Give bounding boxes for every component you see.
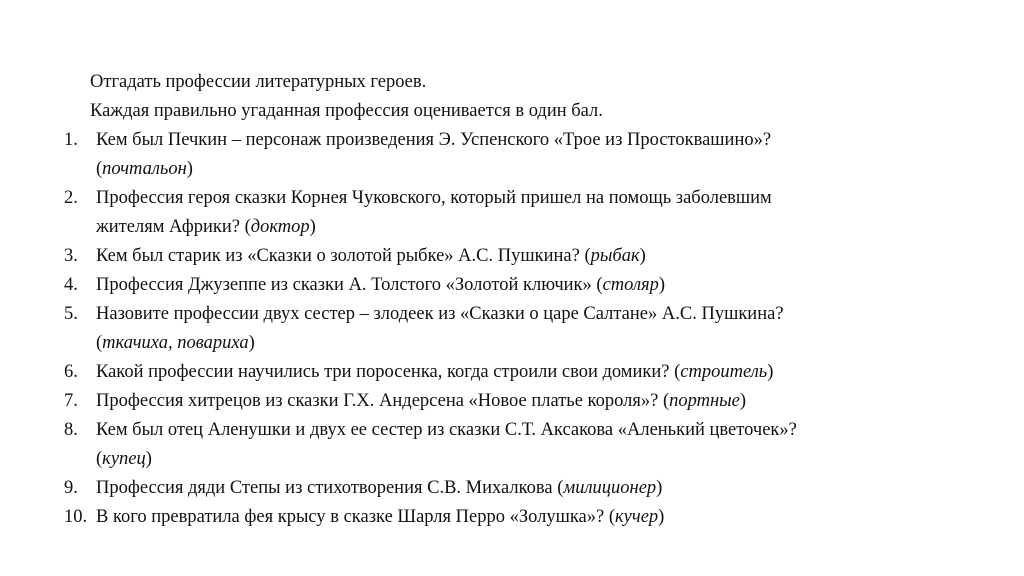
answer-text: строитель <box>680 362 768 382</box>
answer-text: столяр <box>602 275 659 295</box>
question-line <box>96 242 964 271</box>
answer-text: рыбак <box>590 246 640 266</box>
answer-prefix: жителям Африки? ( <box>96 217 251 237</box>
question-item-10 <box>64 503 964 532</box>
question-body <box>96 474 964 503</box>
question-number: 10. <box>64 507 88 527</box>
question-answer-line <box>96 445 964 474</box>
answer-prefix: ( <box>96 159 103 179</box>
question-item-9 <box>64 474 964 503</box>
question-answer-line <box>96 213 964 242</box>
question-body <box>96 387 964 416</box>
question-line <box>96 358 964 387</box>
question-text: Профессия Джузеппе из сказки А. Толстого «Золотой ключик» ( <box>96 275 603 295</box>
question-number: 1. <box>64 130 78 150</box>
question-item-7 <box>64 387 964 416</box>
answer-suffix: ) <box>639 246 646 266</box>
answer-suffix: ) <box>145 449 152 469</box>
question-line <box>96 271 964 300</box>
instruction-scoring: Каждая правильно угаданная профессия оценивается в один бал. <box>90 101 603 121</box>
question-body <box>96 416 964 474</box>
question-number: 2. <box>64 188 78 208</box>
answer-suffix: ) <box>186 159 193 179</box>
question-text: Какой профессии научились три поросенка, когда строили свои домики? ( <box>96 362 681 382</box>
question-line <box>96 387 964 416</box>
question-answer-line <box>96 329 964 358</box>
question-number: 4. <box>64 275 78 295</box>
question-answer-line <box>96 155 964 184</box>
question-item-8 <box>64 416 964 474</box>
question-line <box>96 503 964 532</box>
question-text: Назовите профессии двух сестер – злодеек из «Сказки о царе Салтане» А.С. Пушкина? <box>96 304 784 324</box>
question-number: 3. <box>64 246 78 266</box>
answer-text: ткачиха, повариха <box>102 333 249 353</box>
question-body <box>96 126 964 184</box>
question-item-6 <box>64 358 964 387</box>
answer-suffix: ) <box>658 507 665 527</box>
question-item-2 <box>64 184 964 242</box>
answer-suffix: ) <box>656 478 663 498</box>
question-item-3 <box>64 242 964 271</box>
question-list <box>64 126 964 532</box>
question-number: 5. <box>64 304 78 324</box>
question-text: Кем был Печкин – персонаж произведения Э. Успенского «Трое из Простоквашино»? <box>96 130 772 150</box>
answer-prefix: ( <box>96 449 103 469</box>
question-text: Кем был старик из «Сказки о золотой рыбке» А.С. Пушкина? ( <box>96 246 591 266</box>
answer-suffix: ) <box>248 333 255 353</box>
answer-prefix: ( <box>96 333 103 353</box>
answer-text: купец <box>102 449 146 469</box>
instruction-title: Отгадать профессии литературных героев. <box>90 72 427 92</box>
question-text: Профессия хитрецов из сказки Г.Х. Андерсена «Новое платье короля»? ( <box>96 391 670 411</box>
question-text: Профессия дяди Степы из стихотворения С.В. Михалкова ( <box>96 478 564 498</box>
question-line <box>96 474 964 503</box>
question-number: 8. <box>64 420 78 440</box>
question-body <box>96 358 964 387</box>
question-text: В кого превратила фея крысу в сказке Шарля Перро «Золушка»? ( <box>96 507 616 527</box>
answer-text: портные <box>669 391 740 411</box>
question-item-5 <box>64 300 964 358</box>
answer-suffix: ) <box>658 275 666 295</box>
answer-suffix: ) <box>739 391 747 411</box>
question-item-4 <box>64 271 964 300</box>
answer-text: милиционер <box>563 478 657 498</box>
question-number: 7. <box>64 391 78 411</box>
question-body <box>96 271 964 300</box>
question-number: 9. <box>64 478 78 498</box>
question-body <box>96 300 964 358</box>
question-body <box>96 242 964 271</box>
question-text: Кем был отец Аленушки и двух ее сестер из сказки С.Т. Аксакова «Аленький цветочек»? <box>96 420 797 440</box>
question-body <box>96 503 964 532</box>
answer-text: доктор <box>250 217 310 237</box>
question-body <box>96 184 964 242</box>
question-text: Профессия героя сказки Корнея Чуковского, который пришел на помощь заболевшим <box>96 188 772 208</box>
answer-suffix: ) <box>309 217 316 237</box>
answer-text: почтальон <box>102 159 187 179</box>
question-item-1 <box>64 126 964 184</box>
question-number: 6. <box>64 362 78 382</box>
answer-text: кучер <box>615 507 659 527</box>
answer-suffix: ) <box>767 362 774 382</box>
